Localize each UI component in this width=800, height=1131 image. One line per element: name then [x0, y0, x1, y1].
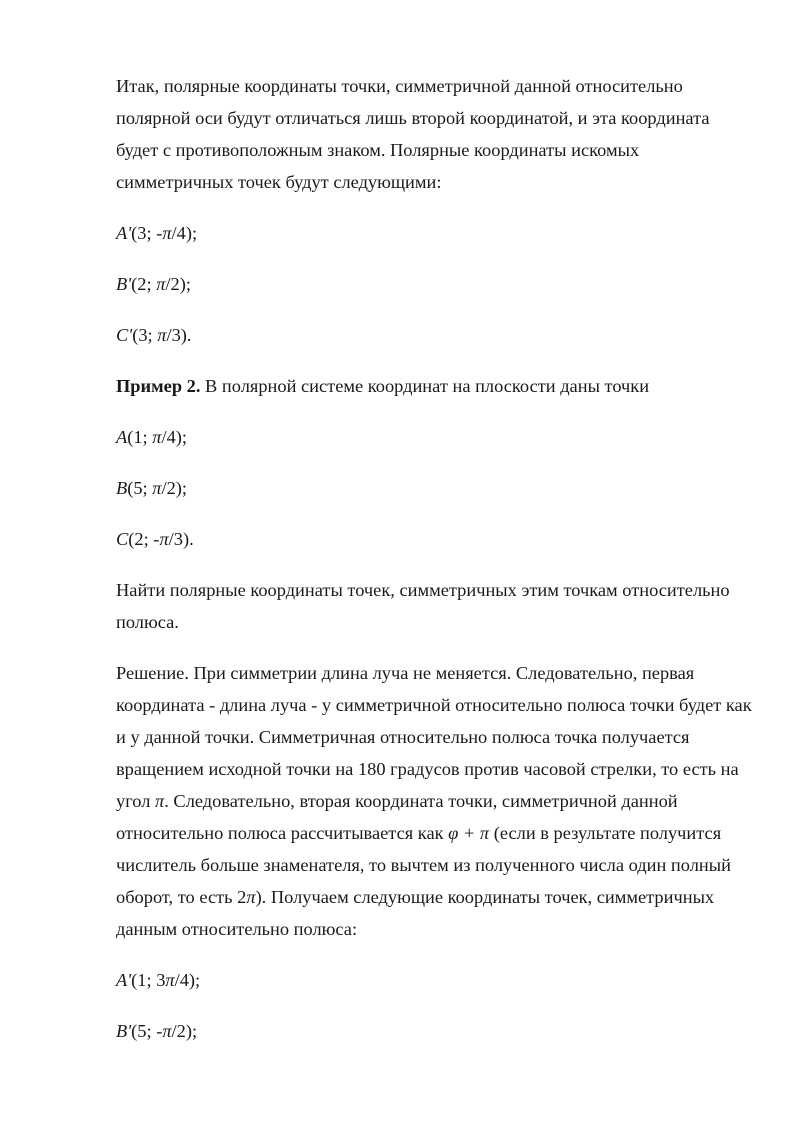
example-label: Пример 2. — [116, 376, 201, 396]
example-heading — [116, 370, 756, 402]
example-text: В полярной системе координат на плоскости даны точки — [200, 376, 650, 396]
paragraph-polar-axis-symmetry — [116, 70, 756, 198]
point-b-prime-pole: B'(5; -π/2); — [116, 1021, 198, 1041]
point-b-prime-axis: B'(2; π/2); — [116, 274, 191, 294]
point-a-prime-pole: A'(1; 3π/4); — [116, 970, 201, 990]
paragraph-text: Итак, полярные координаты точки, симметричной данной относительно полярной оси будут отличаться лишь второй координатой, и эта координата будет с противоположным знаком. Полярные координаты искомых симметричных точек будут следующими: — [116, 76, 710, 192]
solution-paragraph: Решение. При симметрии длина луча не меняется. Следовательно, первая координата - длина луча - у симметричной относительно полюса точки будет как и у данной точки. Симметричная относительно полюса точка получается вращением исходной точки на 180 градусов против часовой стрелки, то есть на угол π. Следовательно, вторая координата точки, симметричной данной относительно полюса рассчитывается как φ + π (если в результате получится числитель больше знаменателя, то вычтем из полученного числа один полный оборот, то есть 2π). Получаем следующие координаты точек, симметричных данным относительно полюса: — [116, 663, 752, 939]
point-c-given: C(2; -π/3). — [116, 529, 194, 549]
document-page — [116, 70, 756, 1066]
point-a-given: A(1; π/4); — [116, 427, 188, 447]
point-a-prime-axis: A'(3; -π/4); — [116, 223, 198, 243]
task-paragraph: Найти полярные координаты точек, симметричных этим точкам относительно полюса. — [116, 580, 730, 632]
point-c-prime-axis: C'(3; π/3). — [116, 325, 192, 345]
point-b-given: B(5; π/2); — [116, 478, 188, 498]
